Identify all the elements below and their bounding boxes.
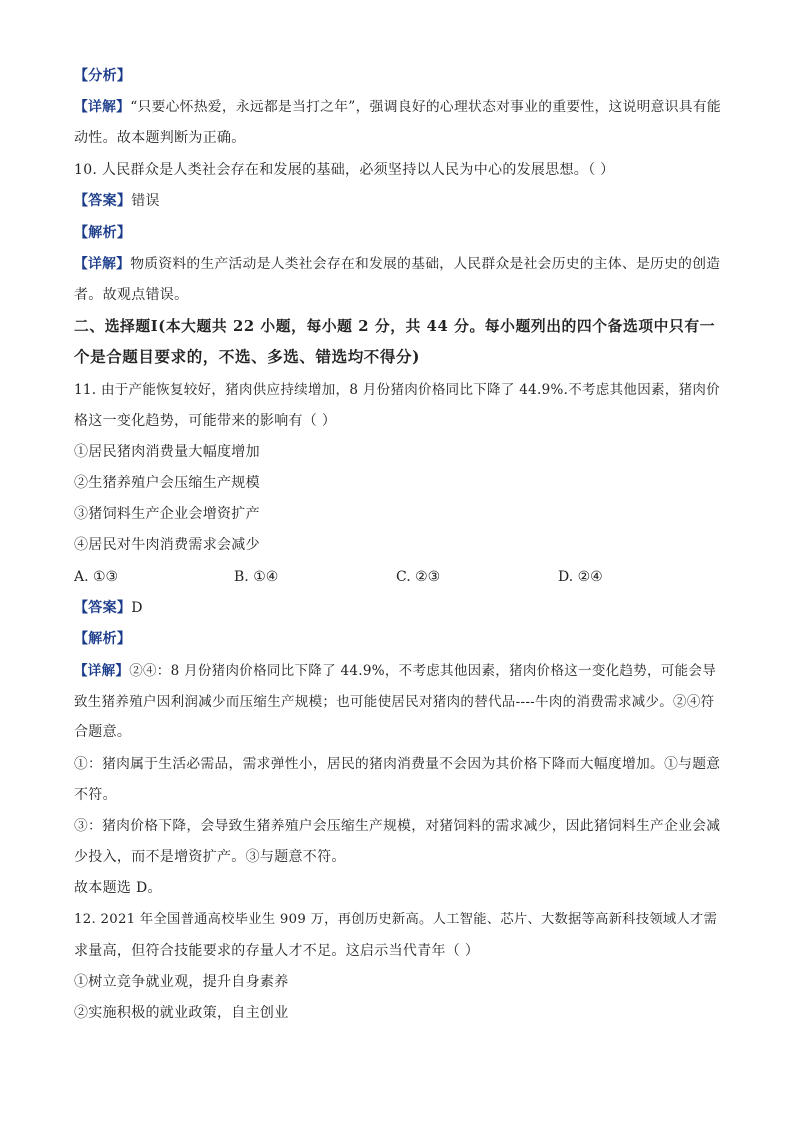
q11-note-1-line-1: ①：猪肉属于生活必需品，需求弹性小，居民的猪肉消费量不会因为其价格下降而大幅度增加。①与题意 <box>74 756 721 772</box>
q11-detail-line-1: 【详解】②④：8 月份猪肉价格同比下降了 44.9%，不考虑其他因素，猪肉价格这一变化趋势，可能会导 <box>74 663 717 679</box>
q9-detail-line-2: 动性。故本题判断为正确。 <box>74 130 246 146</box>
q11-question-line-2: 格这一变化趋势，可能带来的影响有（ ） <box>74 413 337 429</box>
section-heading-line-2: 个是合题目要求的，不选、多选、错选均不得分) <box>74 347 421 366</box>
q10-detail-line-1: 【详解】物质资料的生产活动是人类社会存在和发展的基础，人民群众是社会历史的主体、是历史的创造 <box>74 256 721 272</box>
q10-detail-line-2: 者。故观点错误。 <box>74 287 189 303</box>
answer-tag: 【答案】 <box>74 600 132 616</box>
q11-detail-line-2: 致生猪养殖户因利润减少而压缩生产规模；也可能使居民对猪肉的替代品----牛肉的消费需求减少。②④符 <box>74 694 715 710</box>
section-heading-line-1: 二、选择题Ⅰ(本大题共 22 小题，每小题 2 分，共 44 分。每小题列出的四个备选项中只有一 <box>74 318 716 335</box>
q11-detail-line-3: 合题意。 <box>74 724 132 740</box>
q10-analysis-tag: 【解析】 <box>74 225 132 241</box>
q11-item-3: ③猪饲料生产企业会增资扩产 <box>74 506 260 522</box>
q11-item-2: ②生猪养殖户会压缩生产规模 <box>74 475 260 491</box>
q11-option-c: C. ②③ <box>396 569 441 585</box>
q11-option-d: D. ②④ <box>558 569 603 585</box>
detail-tag: 【详解】 <box>74 256 131 272</box>
answer-tag: 【答案】 <box>74 193 132 209</box>
q11-note-1-line-2: 不符。 <box>74 787 117 803</box>
q11-option-b: B. ①④ <box>234 569 279 585</box>
q12-item-1: ①树立竞争就业观，提升自身素养 <box>74 974 289 990</box>
q12-question-line-1: 12. 2021 年全国普通高校毕业生 909 万，再创历史新高。人工智能、芯片、大数据等高新科技领域人才需 <box>74 912 718 927</box>
q12-question-line-2: 求量高，但符合技能要求的存量人才不足。这启示当代青年（ ） <box>74 943 480 959</box>
q11-conclusion: 故本题选 D。 <box>74 880 162 896</box>
q10-answer: 【答案】错误 <box>74 193 160 209</box>
q11-note-3-line-1: ③：猪肉价格下降，会导致生猪养殖户会压缩生产规模，对猪饲料的需求减少，因此猪饲料生产企业会减 <box>74 818 721 834</box>
q9-analysis-tag: 【分析】 <box>74 68 132 84</box>
q11-option-a: A. ①③ <box>74 569 119 585</box>
q11-question-line-1: 11. 由于产能恢复较好，猪肉供应持续增加，8 月份猪肉价格同比下降了 44.9%.不考虑其他因素，猪肉价 <box>74 382 721 398</box>
q11-answer: 【答案】D <box>74 600 143 616</box>
q10-question: 10. 人民群众是人类社会存在和发展的基础，必须坚持以人民为中心的发展思想。（ ） <box>74 162 615 178</box>
q11-item-1: ①居民猪肉消费量大幅度增加 <box>74 444 260 460</box>
detail-tag: 【详解】 <box>74 663 130 679</box>
q12-item-2: ②实施积极的就业政策，自主创业 <box>74 1005 289 1021</box>
detail-tag: 【详解】 <box>74 99 131 115</box>
q9-detail-line-1: 【详解】“只要心怀热爱，永远都是当打之年”，强调良好的心理状态对事业的重要性，这说明意识具有能 <box>74 99 721 115</box>
q11-note-3-line-2: 少投入，而不是增资扩产。③与题意不符。 <box>74 849 346 865</box>
q11-analysis-tag: 【解析】 <box>74 631 132 647</box>
q11-item-4: ④居民对牛肉消费需求会减少 <box>74 537 260 553</box>
